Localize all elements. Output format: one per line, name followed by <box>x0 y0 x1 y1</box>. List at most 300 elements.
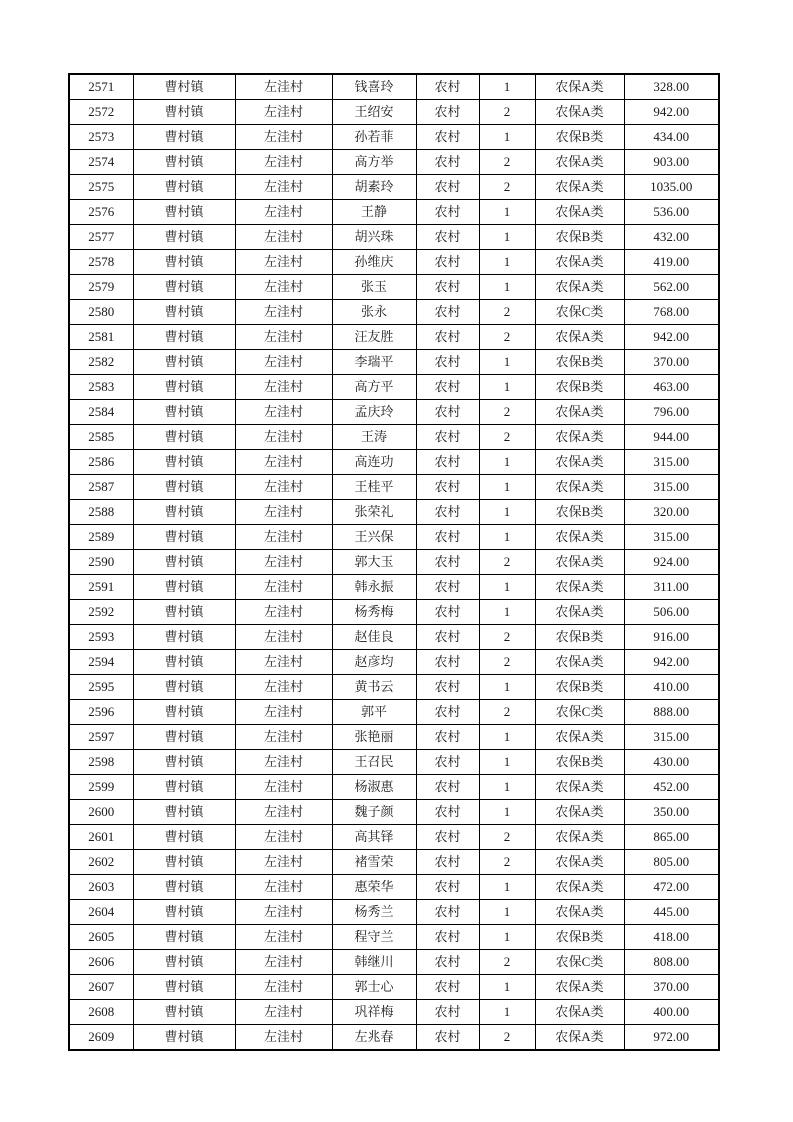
cell-serial-number: 2588 <box>69 500 133 525</box>
cell-name: 胡兴珠 <box>332 225 416 250</box>
cell-town: 曹村镇 <box>133 675 235 700</box>
table-row <box>69 850 719 875</box>
table-row <box>69 575 719 600</box>
cell-insurance-category: 农保A类 <box>535 275 624 300</box>
cell-insurance-category: 农保B类 <box>535 925 624 950</box>
table-row <box>69 675 719 700</box>
cell-amount: 924.00 <box>624 550 719 575</box>
table-row <box>69 1000 719 1025</box>
cell-person-count: 2 <box>479 950 535 975</box>
cell-person-count: 2 <box>479 175 535 200</box>
table-row <box>69 275 719 300</box>
cell-name: 王绍安 <box>332 100 416 125</box>
cell-village: 左洼村 <box>235 900 332 925</box>
cell-village: 左洼村 <box>235 650 332 675</box>
cell-residence-type: 农村 <box>416 150 479 175</box>
table-row <box>69 800 719 825</box>
table-row <box>69 150 719 175</box>
cell-amount: 445.00 <box>624 900 719 925</box>
cell-serial-number: 2607 <box>69 975 133 1000</box>
cell-town: 曹村镇 <box>133 650 235 675</box>
cell-village: 左洼村 <box>235 74 332 100</box>
cell-person-count: 2 <box>479 1025 535 1051</box>
cell-town: 曹村镇 <box>133 875 235 900</box>
cell-person-count: 1 <box>479 200 535 225</box>
cell-village: 左洼村 <box>235 225 332 250</box>
cell-name: 程守兰 <box>332 925 416 950</box>
cell-town: 曹村镇 <box>133 400 235 425</box>
cell-insurance-category: 农保A类 <box>535 425 624 450</box>
cell-serial-number: 2603 <box>69 875 133 900</box>
cell-residence-type: 农村 <box>416 175 479 200</box>
cell-residence-type: 农村 <box>416 625 479 650</box>
cell-town: 曹村镇 <box>133 300 235 325</box>
cell-residence-type: 农村 <box>416 600 479 625</box>
cell-amount: 370.00 <box>624 350 719 375</box>
cell-village: 左洼村 <box>235 175 332 200</box>
table-row <box>69 350 719 375</box>
cell-insurance-category: 农保A类 <box>535 900 624 925</box>
cell-person-count: 2 <box>479 650 535 675</box>
cell-town: 曹村镇 <box>133 150 235 175</box>
cell-town: 曹村镇 <box>133 1025 235 1051</box>
cell-town: 曹村镇 <box>133 500 235 525</box>
cell-person-count: 2 <box>479 825 535 850</box>
table-row <box>69 400 719 425</box>
cell-serial-number: 2602 <box>69 850 133 875</box>
table-row <box>69 550 719 575</box>
cell-serial-number: 2606 <box>69 950 133 975</box>
cell-serial-number: 2576 <box>69 200 133 225</box>
cell-person-count: 1 <box>479 375 535 400</box>
cell-person-count: 1 <box>479 675 535 700</box>
cell-name: 高连功 <box>332 450 416 475</box>
cell-village: 左洼村 <box>235 575 332 600</box>
table-row <box>69 250 719 275</box>
cell-person-count: 1 <box>479 250 535 275</box>
cell-village: 左洼村 <box>235 725 332 750</box>
cell-person-count: 1 <box>479 475 535 500</box>
table-row <box>69 500 719 525</box>
cell-residence-type: 农村 <box>416 425 479 450</box>
cell-village: 左洼村 <box>235 875 332 900</box>
cell-residence-type: 农村 <box>416 400 479 425</box>
table-row <box>69 175 719 200</box>
cell-residence-type: 农村 <box>416 725 479 750</box>
cell-serial-number: 2584 <box>69 400 133 425</box>
table-row <box>69 300 719 325</box>
table-row <box>69 950 719 975</box>
cell-person-count: 2 <box>479 425 535 450</box>
table-row <box>69 825 719 850</box>
table-row <box>69 525 719 550</box>
cell-town: 曹村镇 <box>133 475 235 500</box>
cell-insurance-category: 农保A类 <box>535 1000 624 1025</box>
cell-amount: 903.00 <box>624 150 719 175</box>
cell-village: 左洼村 <box>235 100 332 125</box>
cell-insurance-category: 农保A类 <box>535 875 624 900</box>
cell-name: 李瑞平 <box>332 350 416 375</box>
cell-village: 左洼村 <box>235 675 332 700</box>
cell-insurance-category: 农保B类 <box>535 375 624 400</box>
cell-insurance-category: 农保A类 <box>535 975 624 1000</box>
cell-amount: 315.00 <box>624 450 719 475</box>
cell-insurance-category: 农保A类 <box>535 200 624 225</box>
cell-amount: 419.00 <box>624 250 719 275</box>
cell-name: 郭大玉 <box>332 550 416 575</box>
cell-residence-type: 农村 <box>416 74 479 100</box>
cell-insurance-category: 农保A类 <box>535 725 624 750</box>
cell-amount: 942.00 <box>624 100 719 125</box>
cell-town: 曹村镇 <box>133 625 235 650</box>
cell-amount: 463.00 <box>624 375 719 400</box>
cell-serial-number: 2594 <box>69 650 133 675</box>
cell-insurance-category: 农保A类 <box>535 650 624 675</box>
cell-serial-number: 2587 <box>69 475 133 500</box>
cell-name: 杨秀兰 <box>332 900 416 925</box>
cell-amount: 888.00 <box>624 700 719 725</box>
table-row <box>69 225 719 250</box>
cell-residence-type: 农村 <box>416 225 479 250</box>
cell-insurance-category: 农保B类 <box>535 500 624 525</box>
cell-name: 郭士心 <box>332 975 416 1000</box>
cell-person-count: 2 <box>479 400 535 425</box>
cell-amount: 808.00 <box>624 950 719 975</box>
cell-person-count: 1 <box>479 725 535 750</box>
cell-town: 曹村镇 <box>133 950 235 975</box>
cell-person-count: 2 <box>479 850 535 875</box>
cell-amount: 311.00 <box>624 575 719 600</box>
cell-town: 曹村镇 <box>133 125 235 150</box>
cell-town: 曹村镇 <box>133 450 235 475</box>
cell-serial-number: 2578 <box>69 250 133 275</box>
cell-name: 高方平 <box>332 375 416 400</box>
cell-town: 曹村镇 <box>133 725 235 750</box>
cell-name: 杨秀梅 <box>332 600 416 625</box>
cell-insurance-category: 农保B类 <box>535 125 624 150</box>
cell-person-count: 2 <box>479 700 535 725</box>
cell-village: 左洼村 <box>235 475 332 500</box>
cell-serial-number: 2585 <box>69 425 133 450</box>
cell-residence-type: 农村 <box>416 675 479 700</box>
cell-amount: 328.00 <box>624 74 719 100</box>
cell-name: 王涛 <box>332 425 416 450</box>
cell-amount: 315.00 <box>624 525 719 550</box>
cell-serial-number: 2608 <box>69 1000 133 1025</box>
cell-amount: 315.00 <box>624 725 719 750</box>
table-row <box>69 925 719 950</box>
cell-amount: 796.00 <box>624 400 719 425</box>
table-row <box>69 450 719 475</box>
cell-person-count: 1 <box>479 125 535 150</box>
cell-insurance-category: 农保A类 <box>535 325 624 350</box>
cell-name: 胡素玲 <box>332 175 416 200</box>
cell-town: 曹村镇 <box>133 975 235 1000</box>
cell-residence-type: 农村 <box>416 575 479 600</box>
cell-town: 曹村镇 <box>133 750 235 775</box>
cell-village: 左洼村 <box>235 825 332 850</box>
cell-name: 孙维庆 <box>332 250 416 275</box>
cell-town: 曹村镇 <box>133 250 235 275</box>
cell-village: 左洼村 <box>235 625 332 650</box>
cell-residence-type: 农村 <box>416 300 479 325</box>
cell-serial-number: 2586 <box>69 450 133 475</box>
cell-village: 左洼村 <box>235 1025 332 1051</box>
cell-village: 左洼村 <box>235 700 332 725</box>
cell-insurance-category: 农保A类 <box>535 175 624 200</box>
cell-residence-type: 农村 <box>416 475 479 500</box>
cell-village: 左洼村 <box>235 750 332 775</box>
cell-residence-type: 农村 <box>416 125 479 150</box>
cell-insurance-category: 农保A类 <box>535 825 624 850</box>
cell-name: 王兴保 <box>332 525 416 550</box>
cell-serial-number: 2604 <box>69 900 133 925</box>
cell-name: 赵佳良 <box>332 625 416 650</box>
cell-insurance-category: 农保C类 <box>535 700 624 725</box>
cell-insurance-category: 农保A类 <box>535 74 624 100</box>
cell-person-count: 1 <box>479 225 535 250</box>
table-row <box>69 725 719 750</box>
cell-village: 左洼村 <box>235 375 332 400</box>
cell-name: 王召民 <box>332 750 416 775</box>
cell-residence-type: 农村 <box>416 650 479 675</box>
cell-insurance-category: 农保B类 <box>535 225 624 250</box>
cell-person-count: 1 <box>479 275 535 300</box>
cell-person-count: 1 <box>479 875 535 900</box>
cell-village: 左洼村 <box>235 500 332 525</box>
cell-name: 王静 <box>332 200 416 225</box>
cell-amount: 562.00 <box>624 275 719 300</box>
cell-person-count: 1 <box>479 450 535 475</box>
cell-name: 钱喜玲 <box>332 74 416 100</box>
cell-residence-type: 农村 <box>416 200 479 225</box>
cell-serial-number: 2599 <box>69 775 133 800</box>
cell-village: 左洼村 <box>235 275 332 300</box>
cell-town: 曹村镇 <box>133 925 235 950</box>
cell-amount: 768.00 <box>624 300 719 325</box>
cell-insurance-category: 农保B类 <box>535 675 624 700</box>
table-row <box>69 775 719 800</box>
cell-amount: 432.00 <box>624 225 719 250</box>
table-row <box>69 750 719 775</box>
cell-serial-number: 2593 <box>69 625 133 650</box>
cell-person-count: 1 <box>479 525 535 550</box>
cell-residence-type: 农村 <box>416 925 479 950</box>
cell-amount: 942.00 <box>624 325 719 350</box>
cell-serial-number: 2590 <box>69 550 133 575</box>
cell-town: 曹村镇 <box>133 850 235 875</box>
cell-village: 左洼村 <box>235 525 332 550</box>
cell-person-count: 1 <box>479 500 535 525</box>
cell-amount: 418.00 <box>624 925 719 950</box>
cell-residence-type: 农村 <box>416 275 479 300</box>
cell-town: 曹村镇 <box>133 425 235 450</box>
table-row <box>69 425 719 450</box>
cell-serial-number: 2581 <box>69 325 133 350</box>
cell-village: 左洼村 <box>235 950 332 975</box>
cell-person-count: 2 <box>479 625 535 650</box>
cell-residence-type: 农村 <box>416 800 479 825</box>
cell-town: 曹村镇 <box>133 175 235 200</box>
cell-town: 曹村镇 <box>133 825 235 850</box>
cell-town: 曹村镇 <box>133 775 235 800</box>
cell-town: 曹村镇 <box>133 200 235 225</box>
cell-serial-number: 2582 <box>69 350 133 375</box>
cell-residence-type: 农村 <box>416 750 479 775</box>
cell-village: 左洼村 <box>235 775 332 800</box>
cell-amount: 472.00 <box>624 875 719 900</box>
cell-amount: 944.00 <box>624 425 719 450</box>
cell-town: 曹村镇 <box>133 74 235 100</box>
cell-person-count: 1 <box>479 975 535 1000</box>
cell-town: 曹村镇 <box>133 275 235 300</box>
cell-residence-type: 农村 <box>416 825 479 850</box>
cell-village: 左洼村 <box>235 800 332 825</box>
cell-town: 曹村镇 <box>133 225 235 250</box>
cell-name: 张永 <box>332 300 416 325</box>
cell-village: 左洼村 <box>235 425 332 450</box>
cell-amount: 452.00 <box>624 775 719 800</box>
cell-village: 左洼村 <box>235 250 332 275</box>
cell-village: 左洼村 <box>235 925 332 950</box>
cell-residence-type: 农村 <box>416 700 479 725</box>
cell-insurance-category: 农保B类 <box>535 750 624 775</box>
cell-village: 左洼村 <box>235 450 332 475</box>
cell-village: 左洼村 <box>235 200 332 225</box>
cell-name: 巩祥梅 <box>332 1000 416 1025</box>
cell-residence-type: 农村 <box>416 550 479 575</box>
cell-name: 黄书云 <box>332 675 416 700</box>
cell-residence-type: 农村 <box>416 250 479 275</box>
table-row <box>69 625 719 650</box>
cell-insurance-category: 农保A类 <box>535 775 624 800</box>
cell-serial-number: 2573 <box>69 125 133 150</box>
cell-serial-number: 2596 <box>69 700 133 725</box>
cell-person-count: 2 <box>479 150 535 175</box>
cell-village: 左洼村 <box>235 550 332 575</box>
cell-person-count: 1 <box>479 600 535 625</box>
cell-name: 汪友胜 <box>332 325 416 350</box>
cell-village: 左洼村 <box>235 600 332 625</box>
cell-insurance-category: 农保A类 <box>535 800 624 825</box>
table-row <box>69 975 719 1000</box>
cell-person-count: 2 <box>479 300 535 325</box>
cell-village: 左洼村 <box>235 1000 332 1025</box>
cell-amount: 536.00 <box>624 200 719 225</box>
cell-serial-number: 2579 <box>69 275 133 300</box>
cell-town: 曹村镇 <box>133 375 235 400</box>
table-row <box>69 875 719 900</box>
cell-serial-number: 2600 <box>69 800 133 825</box>
cell-insurance-category: 农保A类 <box>535 850 624 875</box>
cell-town: 曹村镇 <box>133 800 235 825</box>
cell-name: 杨淑惠 <box>332 775 416 800</box>
cell-residence-type: 农村 <box>416 900 479 925</box>
cell-serial-number: 2597 <box>69 725 133 750</box>
cell-serial-number: 2572 <box>69 100 133 125</box>
cell-residence-type: 农村 <box>416 850 479 875</box>
table-row <box>69 325 719 350</box>
cell-residence-type: 农村 <box>416 950 479 975</box>
cell-person-count: 1 <box>479 750 535 775</box>
cell-town: 曹村镇 <box>133 700 235 725</box>
cell-town: 曹村镇 <box>133 525 235 550</box>
cell-insurance-category: 农保A类 <box>535 575 624 600</box>
cell-person-count: 2 <box>479 325 535 350</box>
cell-name: 张玉 <box>332 275 416 300</box>
cell-serial-number: 2583 <box>69 375 133 400</box>
cell-name: 高其铎 <box>332 825 416 850</box>
cell-amount: 972.00 <box>624 1025 719 1051</box>
cell-residence-type: 农村 <box>416 325 479 350</box>
cell-town: 曹村镇 <box>133 350 235 375</box>
cell-name: 韩继川 <box>332 950 416 975</box>
cell-serial-number: 2592 <box>69 600 133 625</box>
cell-person-count: 2 <box>479 550 535 575</box>
cell-serial-number: 2591 <box>69 575 133 600</box>
table-row <box>69 900 719 925</box>
cell-insurance-category: 农保A类 <box>535 400 624 425</box>
cell-amount: 410.00 <box>624 675 719 700</box>
cell-person-count: 1 <box>479 74 535 100</box>
cell-person-count: 1 <box>479 800 535 825</box>
cell-person-count: 1 <box>479 900 535 925</box>
cell-village: 左洼村 <box>235 150 332 175</box>
cell-amount: 320.00 <box>624 500 719 525</box>
cell-village: 左洼村 <box>235 850 332 875</box>
cell-village: 左洼村 <box>235 400 332 425</box>
cell-town: 曹村镇 <box>133 1000 235 1025</box>
cell-insurance-category: 农保A类 <box>535 250 624 275</box>
cell-amount: 400.00 <box>624 1000 719 1025</box>
cell-insurance-category: 农保A类 <box>535 600 624 625</box>
cell-serial-number: 2577 <box>69 225 133 250</box>
cell-amount: 865.00 <box>624 825 719 850</box>
cell-village: 左洼村 <box>235 325 332 350</box>
cell-insurance-category: 农保A类 <box>535 475 624 500</box>
cell-residence-type: 农村 <box>416 500 479 525</box>
cell-residence-type: 农村 <box>416 1000 479 1025</box>
cell-name: 孙若菲 <box>332 125 416 150</box>
cell-insurance-category: 农保B类 <box>535 350 624 375</box>
cell-name: 魏子颜 <box>332 800 416 825</box>
cell-residence-type: 农村 <box>416 975 479 1000</box>
records-table <box>68 73 720 1051</box>
cell-amount: 434.00 <box>624 125 719 150</box>
cell-village: 左洼村 <box>235 350 332 375</box>
cell-insurance-category: 农保A类 <box>535 1025 624 1051</box>
cell-residence-type: 农村 <box>416 875 479 900</box>
table-row <box>69 600 719 625</box>
cell-village: 左洼村 <box>235 975 332 1000</box>
cell-amount: 506.00 <box>624 600 719 625</box>
cell-name: 孟庆玲 <box>332 400 416 425</box>
cell-town: 曹村镇 <box>133 600 235 625</box>
table-row <box>69 74 719 100</box>
cell-person-count: 1 <box>479 775 535 800</box>
cell-residence-type: 农村 <box>416 525 479 550</box>
cell-amount: 430.00 <box>624 750 719 775</box>
cell-insurance-category: 农保B类 <box>535 625 624 650</box>
cell-serial-number: 2580 <box>69 300 133 325</box>
table-row <box>69 100 719 125</box>
cell-village: 左洼村 <box>235 125 332 150</box>
table-row <box>69 125 719 150</box>
table-body <box>69 74 719 1050</box>
cell-town: 曹村镇 <box>133 325 235 350</box>
cell-serial-number: 2598 <box>69 750 133 775</box>
cell-person-count: 1 <box>479 925 535 950</box>
